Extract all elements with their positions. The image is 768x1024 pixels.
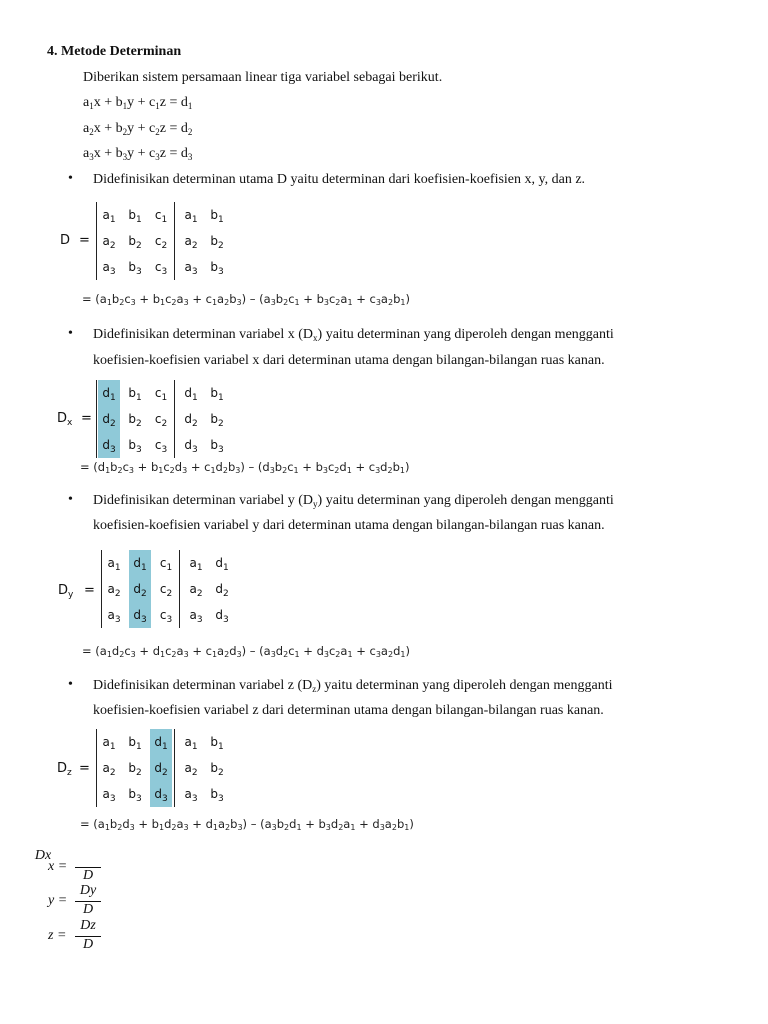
bullet-dy-line1: Didefinisikan determinan variabel y $(D_y)$ yaitu determinan yang diperoleh dengan mengganti (93, 493, 614, 509)
matrix-cell: $b_3$ (210, 438, 224, 455)
matrix-cell: $a_1$ (184, 208, 198, 225)
matrix-cell: $a_3$ (184, 787, 198, 804)
bullet-dx-line1: Didefinisikan determinan variabel x $(D_x)$ yaitu determinan yang diperoleh dengan mengganti (93, 327, 614, 343)
determinant-left-bar (96, 380, 97, 458)
solution-y: y = Dy D (48, 884, 108, 920)
matrix-cell: $a_3$ (107, 608, 121, 625)
equation-2: $a_2x + b_2y + c_2z = d_2$ (83, 121, 193, 137)
matrix-cell: $b_3$ (128, 438, 142, 455)
matrix-cell: $a_3$ (184, 260, 198, 277)
matrix-cell: $a_2$ (102, 234, 116, 251)
matrix-cell: $d_2$ (184, 412, 198, 429)
determinant-separator-bar (174, 202, 175, 280)
matrix-cell: $a_2$ (184, 234, 198, 251)
matrix-cell: $a_1$ (102, 735, 116, 752)
matrix-cell: $c_3$ (154, 438, 168, 455)
matrix-cell: $d_2$ (98, 406, 120, 432)
matrix-cell: $c_3$ (159, 608, 173, 625)
bullet-icon: • (68, 677, 73, 692)
matrix-cell: $a_3$ (102, 787, 116, 804)
determinant-dx-expansion: = $(d_1b_2c_3 + b_1c_2d_3 + c_1d_2b_3) - (d_3b_2c_1 + b_3c_2d_1 + c_3d_2b_1)$ (80, 460, 410, 475)
matrix-cell: $d_3$ (98, 432, 120, 458)
matrix-cell: $a_2$ (102, 761, 116, 778)
bullet-dz-line1: Didefinisikan determinan variabel z $(D_z)$ yaitu determinan yang diperoleh dengan mengganti (93, 678, 613, 694)
matrix-cell: $d_1$ (129, 550, 151, 576)
determinant-separator-bar (179, 550, 180, 628)
bullet-dy-line2: koefisien-koefisien variabel y dari determinan utama dengan bilangan-bilangan ruas kanan. (93, 518, 605, 533)
matrix-d-equals: = (79, 233, 90, 248)
solution-x: x = Dx D (48, 848, 108, 884)
matrix-cell: $c_2$ (154, 234, 168, 251)
matrix-cell: $a_2$ (184, 761, 198, 778)
matrix-cell: $b_1$ (210, 735, 224, 752)
matrix-cell: $c_1$ (154, 386, 168, 403)
bullet-icon: • (68, 326, 73, 341)
determinant-dz-expansion: = $(a_1b_2d_3 + b_1d_2a_3 + d_1a_2b_3) - (a_3b_2d_1 + b_3d_2a_1 + d_3a_2b_1)$ (80, 817, 414, 832)
matrix-cell: $c_3$ (154, 260, 168, 277)
matrix-dx-label: $D_x$ (57, 411, 73, 428)
matrix-cell: $c_2$ (159, 582, 173, 599)
matrix-cell: $b_2$ (128, 761, 142, 778)
bullet-icon: • (68, 171, 73, 186)
matrix-cell: $b_2$ (128, 412, 142, 429)
bullet-dz-line2: koefisien-koefisien variabel z dari determinan utama dengan bilangan-bilangan ruas kanan. (93, 703, 604, 718)
matrix-cell: $d_2$ (129, 576, 151, 602)
matrix-cell: $a_1$ (184, 735, 198, 752)
matrix-cell: $c_1$ (154, 208, 168, 225)
solution-z: z = Dz D (48, 919, 108, 955)
matrix-cell: $c_2$ (154, 412, 168, 429)
determinant-left-bar (96, 729, 97, 807)
matrix-cell: $a_2$ (107, 582, 121, 599)
matrix-cell: $b_1$ (128, 386, 142, 403)
matrix-cell: $d_3$ (150, 781, 172, 807)
matrix-cell: $b_1$ (210, 208, 224, 225)
matrix-cell: $d_3$ (184, 438, 198, 455)
matrix-cell: $d_1$ (215, 556, 229, 573)
matrix-cell: $b_2$ (210, 234, 224, 251)
matrix-cell: $b_2$ (210, 761, 224, 778)
matrix-cell: $a_3$ (102, 260, 116, 277)
matrix-cell: $a_3$ (189, 608, 203, 625)
matrix-cell: $b_3$ (128, 260, 142, 277)
matrix-cell: $d_2$ (150, 755, 172, 781)
matrix-dz-equals: = (79, 761, 90, 776)
matrix-dx-equals: = (81, 411, 92, 426)
matrix-cell: $b_3$ (210, 787, 224, 804)
matrix-cell: $d_3$ (129, 602, 151, 628)
matrix-cell: $d_1$ (98, 380, 120, 406)
equation-3: $a_3x + b_3y + c_3z = d_3$ (83, 146, 193, 162)
matrix-cell: $b_1$ (210, 386, 224, 403)
determinant-left-bar (101, 550, 102, 628)
matrix-cell: $a_2$ (189, 582, 203, 599)
matrix-cell: $d_2$ (215, 582, 229, 599)
matrix-cell: $d_3$ (215, 608, 229, 625)
matrix-d-label: D (60, 233, 71, 248)
determinant-dy-expansion: = $(a_1d_2c_3 + d_1c_2a_3 + c_1a_2d_3) - (a_3d_2c_1 + d_3c_2a_1 + c_3a_2d_1)$ (82, 644, 410, 659)
determinant-separator-bar (174, 729, 175, 807)
matrix-cell: $b_3$ (210, 260, 224, 277)
matrix-cell: $a_1$ (107, 556, 121, 573)
section-heading: 4. Metode Determinan (47, 44, 182, 59)
matrix-cell: $d_1$ (150, 729, 172, 755)
matrix-cell: $a_1$ (189, 556, 203, 573)
matrix-dy-equals: = (84, 583, 95, 598)
determinant-separator-bar (174, 380, 175, 458)
determinant-d-expansion: = $(a_1b_2c_3 + b_1c_2a_3 + c_1a_2b_3) - (a_3b_2c_1 + b_3c_2a_1 + c_3a_2b_1)$ (82, 292, 410, 307)
matrix-cell: $d_1$ (184, 386, 198, 403)
matrix-cell: $b_1$ (128, 735, 142, 752)
determinant-left-bar (96, 202, 97, 280)
matrix-cell: $c_1$ (159, 556, 173, 573)
matrix-cell: $a_1$ (102, 208, 116, 225)
intro-text: Diberikan sistem persamaan linear tiga variabel sebagai berikut. (83, 70, 443, 85)
equation-1: $a_1x + b_1y + c_1z = d_1$ (83, 95, 193, 111)
matrix-cell: $b_3$ (128, 787, 142, 804)
matrix-cell: $b_2$ (210, 412, 224, 429)
matrix-dz-label: $D_z$ (57, 761, 72, 778)
matrix-dy-label: $D_y$ (58, 583, 74, 600)
bullet-icon: • (68, 492, 73, 507)
matrix-cell: $b_1$ (128, 208, 142, 225)
matrix-cell: $b_2$ (128, 234, 142, 251)
bullet-d-text: Didefinisikan determinan utama D yaitu determinan dari koefisien-koefisien x, y, dan z. (93, 172, 586, 187)
bullet-dx-line2: koefisien-koefisien variabel x dari determinan utama dengan bilangan-bilangan ruas kanan. (93, 353, 605, 368)
